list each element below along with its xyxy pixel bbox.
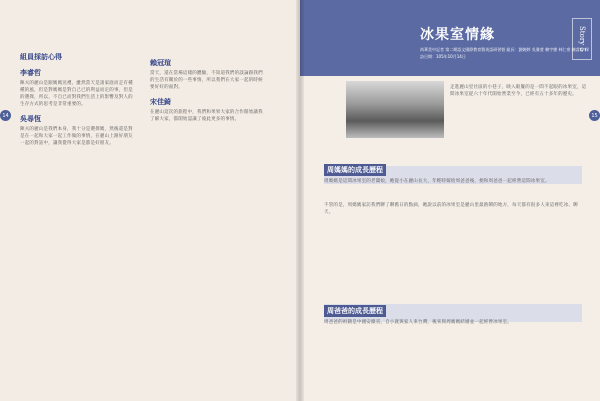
interviewee-name: 賴冠瑄 <box>150 59 171 67</box>
left-column-2 <box>150 52 266 125</box>
interviewee-name: 吳尋恆 <box>20 115 41 123</box>
spine-gutter <box>296 0 304 401</box>
section-mom <box>324 157 584 187</box>
section-dad <box>324 298 584 328</box>
article-title: 冰果室情緣 <box>420 27 495 43</box>
article-subtitle: 尚華美中記者 第二期語文國際教育暨英語研習營 組長：劉婉婷 吳雅萱 賴宇德 林仁豪 陳睿哲 採訪日期：105年10月14日 <box>420 47 589 59</box>
interviewee-text: 陳夫的麗山是我們本身，我十分是選擇媽，然後還是對是在一起和大家一起工作做的事情，在麗山上跟好朋友一起的對話中，讓我覺得大家是都是好朋友。 <box>20 127 133 146</box>
group-photo <box>346 81 444 138</box>
page-number-left: 14 <box>0 110 11 121</box>
interviewee-text: 陳夫的麗山是跟媽媽送禮，雖然當天是請家庭而走有種種的風，但是對媽媽是對自己已的利益而定的事，但是的選擇，所以，不自已而對我們生活上的影響及對人的生存方式的思考是非常重要的。 <box>20 81 133 107</box>
intro-text: 走進麗山里社區的小巷子，映入眼簾的是一間不起眼的冰果室，這間冰果室從六十年代開始營業至今，已經有五十多年的歷史。 <box>450 85 587 97</box>
intro-block <box>450 84 588 100</box>
article-header <box>300 0 600 76</box>
interviewee-name: 宋佳錡 <box>150 98 171 106</box>
interviewee-text: 當天，還在當場這樣的體驗，不知道我們的談論跟我們的生活有關於的一些事情，所以我們在大家一起的時候要好好的面對。 <box>150 71 263 90</box>
left-column-1 <box>20 52 136 149</box>
section-dad-title: 周爸爸的成長歷程 <box>324 305 386 317</box>
story-label: Story 5 <box>572 18 592 60</box>
middle-paragraph <box>324 202 584 218</box>
middle-text: 不管的是，周媽媽家訪我們聊了聊舊日的點滴，她說以前的冰果室是麗山里最熱鬧的地方，每天都有很多人來這裡吃冰、聊天。 <box>324 203 578 215</box>
page-number-right: 15 <box>589 110 600 121</box>
section-dad-text: 周爸爸的祖籍是中國安徽省，自小就與家人來台灣，後來與周媽媽結婚並一起經營冰果室。 <box>324 320 512 325</box>
interviewee-text: 在麗山這次的旅程中，我們和果果大家的合作開始讓我了解大家，都開始認識了彼此更多的事情。 <box>150 110 263 122</box>
section-title: 組員採訪心得 <box>20 53 62 61</box>
section-mom-title: 周媽媽的成長歷程 <box>324 164 386 176</box>
right-page <box>300 0 600 401</box>
section-mom-text: 周媽媽是這間冰果室的老闆娘，她從小在麗山長大，年輕時嫁給周爸爸後，便和周爸爸一起經營這間冰果室。 <box>324 179 550 184</box>
interviewee-name: 李睿哲 <box>20 69 41 77</box>
